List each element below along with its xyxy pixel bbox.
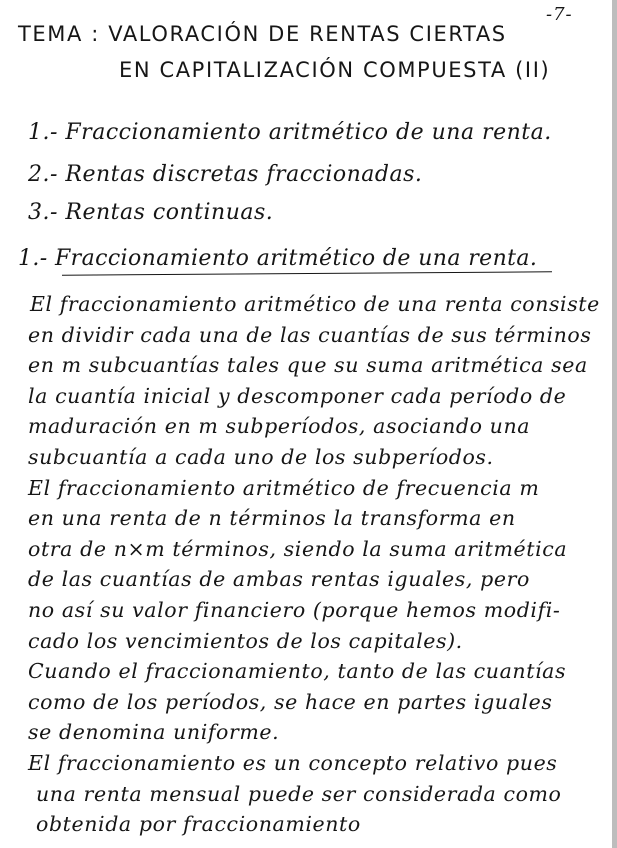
page-number: -7- — [546, 4, 573, 25]
body-line: obtenida por fraccionamiento — [36, 812, 361, 837]
body-line: de las cuantías de ambas rentas iguales, pero — [28, 567, 530, 592]
section-heading-underline — [62, 271, 552, 275]
body-line: El fraccionamiento es un concepto relativo pues — [28, 751, 558, 775]
index-item-2: 2.- Rentas discretas fraccionadas. — [28, 162, 423, 187]
page-edge-shadow — [612, 0, 617, 848]
index-item-3: 3.- Rentas continuas. — [28, 200, 274, 225]
body-line: cado los vencimientos de los capitales). — [28, 628, 463, 653]
body-line: en m subcuantías tales que su suma aritmética sea — [28, 353, 588, 378]
body-line: se denomina uniforme. — [28, 720, 280, 745]
body-line: la cuantía inicial y descomponer cada período de — [28, 383, 567, 408]
body-line: en dividir cada una de las cuantías de sus términos — [28, 322, 592, 347]
body-line: Cuando el fraccionamiento, tanto de las cuantías — [28, 659, 567, 684]
body-line: subcuantía a cada uno de los subperíodos. — [28, 445, 494, 469]
body-line: otra de n×m términos, siendo la suma aritmética — [28, 536, 568, 561]
body-line: no así su valor financiero (porque hemos modifi- — [28, 598, 561, 622]
section-heading: 1.- Fraccionamiento aritmético de una renta. — [18, 246, 538, 271]
title-line-2: EN CAPITALIZACIÓN COMPUESTA (II) — [119, 58, 551, 82]
body-line: El fraccionamiento aritmético de una renta consiste — [30, 292, 600, 316]
body-line: una renta mensual puede ser considerada como — [36, 781, 562, 806]
body-line: El fraccionamiento aritmético de frecuencia m — [28, 475, 540, 500]
body-line: maduración en m subperíodos, asociando una — [28, 414, 531, 439]
index-item-1: 1.- Fraccionamiento aritmético de una renta. — [28, 120, 552, 145]
title-line-1: TEMA : VALORACIÓN DE RENTAS CIERTAS — [18, 22, 507, 46]
body-line: en una renta de n términos la transforma en — [28, 506, 516, 531]
body-line: como de los períodos, se hace en partes iguales — [28, 689, 553, 714]
